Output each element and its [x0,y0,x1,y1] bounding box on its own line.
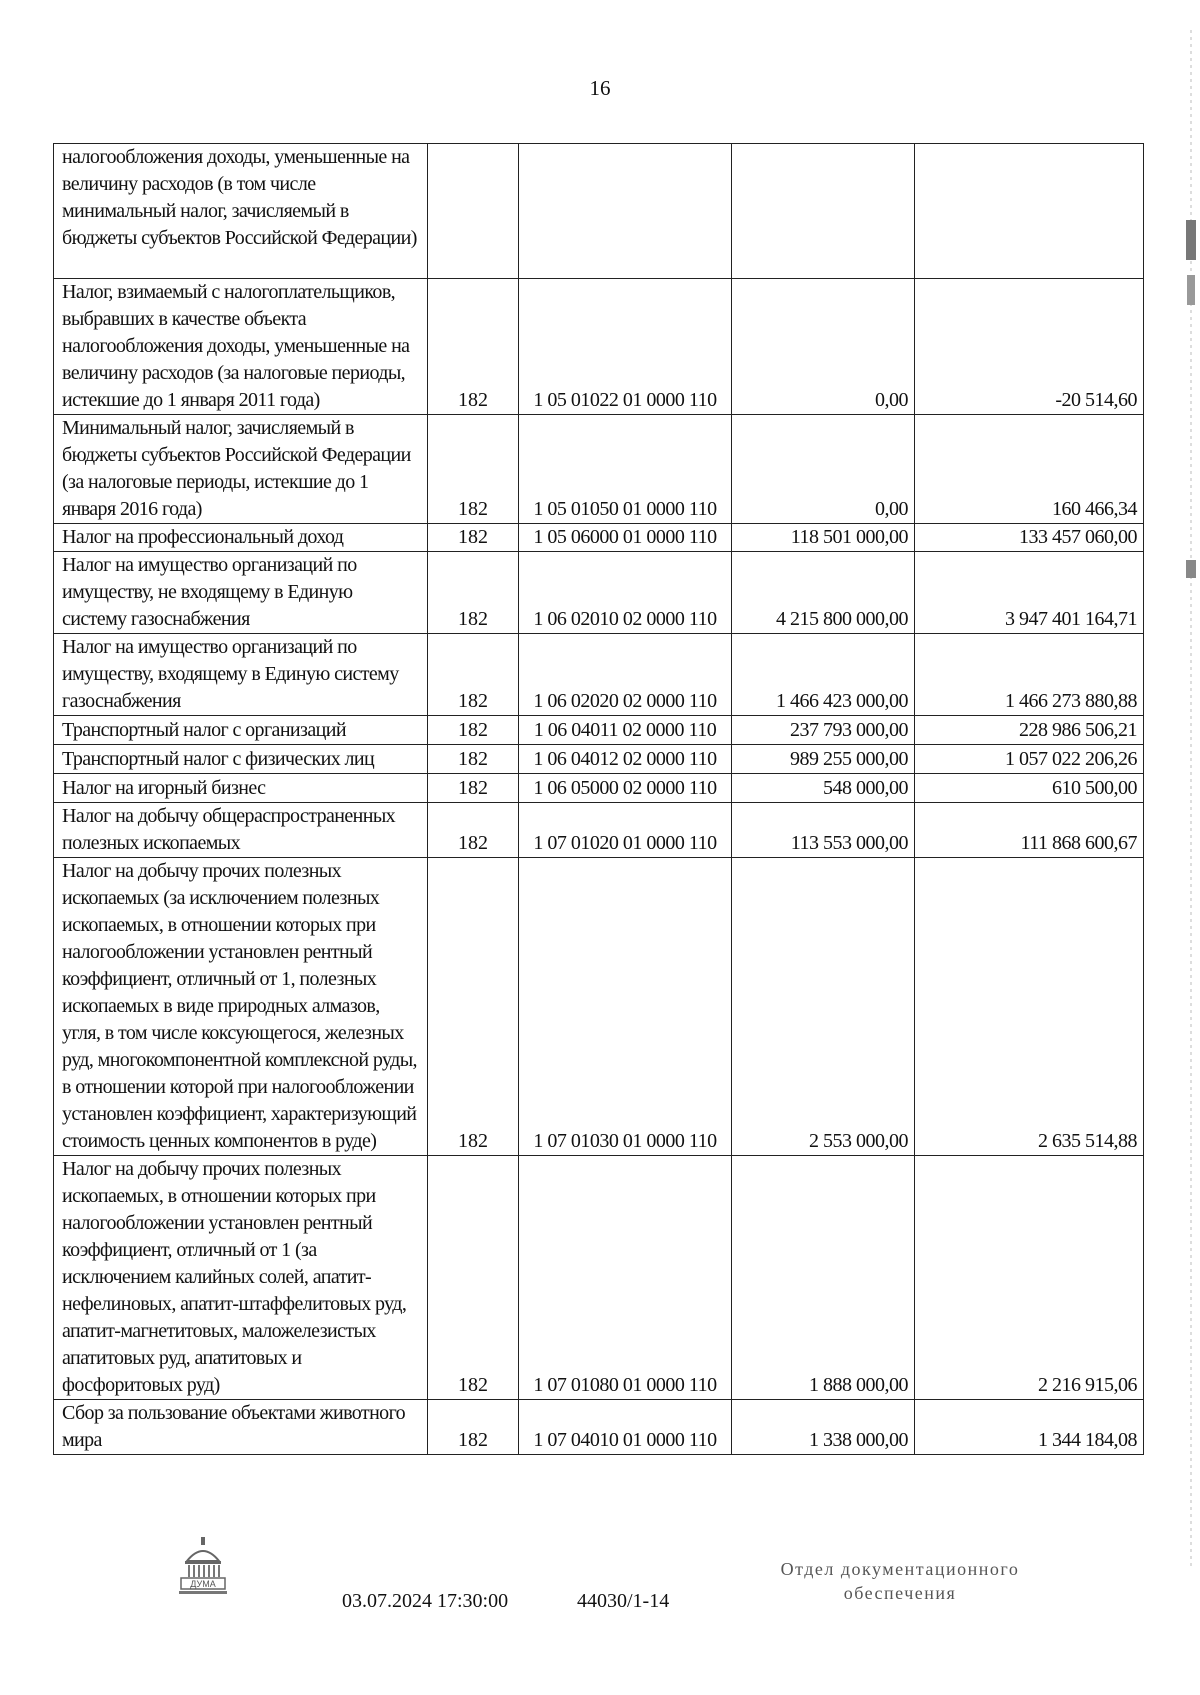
row-actual-amount-cell: 3 947 401 164,71 [915,552,1144,634]
row-name-cell: Налог на добычу общераспространенных полезных ископаемых [54,803,428,858]
row-admin-code-cell: 182 [428,745,519,774]
row-name-cell: Налог на имущество организаций по имуществу, входящему в Единую систему газоснабжения [54,634,428,716]
row-plan-amount-cell: 237 793 000,00 [732,716,915,745]
revenue-table [53,143,1144,1455]
row-admin-code-cell: 182 [428,1156,519,1400]
row-admin-code-cell: 182 [428,716,519,745]
row-budget-code-cell: 1 07 01030 01 0000 110 [519,858,732,1156]
row-plan-amount-cell: 0,00 [732,279,915,415]
table-row [54,1156,1144,1400]
row-name-cell: Транспортный налог с организаций [54,716,428,745]
row-admin-code-cell: 182 [428,279,519,415]
row-actual-amount-cell: -20 514,60 [915,279,1144,415]
row-plan-amount-cell: 118 501 000,00 [732,524,915,552]
row-admin-code-cell: 182 [428,524,519,552]
row-admin-code-cell: 182 [428,552,519,634]
row-admin-code-cell: 182 [428,634,519,716]
row-budget-code-cell: 1 07 01080 01 0000 110 [519,1156,732,1400]
row-plan-amount-cell: 1 338 000,00 [732,1400,915,1455]
stamp-number: 44030/1-14 [577,1590,670,1612]
row-plan-amount-cell: 113 553 000,00 [732,803,915,858]
table-row [54,634,1144,716]
row-name-cell: Сбор за пользование объектами животного мира [54,1400,428,1455]
department-stamp: Отдел документационного обеспечения [780,1559,1020,1603]
row-actual-amount-cell: 228 986 506,21 [915,716,1144,745]
stamp-date: 03.07.2024 17:30:00 [342,1590,509,1612]
row-name-cell: Налог, взимаемый с налогоплательщиков, выбравших в качестве объекта налогообложения доходы, уменьшенные на величину расходов (за налоговые периоды, истекшие до 1 января 2011 года) [54,279,428,415]
row-actual-amount-cell: 610 500,00 [915,774,1144,803]
row-name-cell: Транспортный налог с физических лиц [54,745,428,774]
row-admin-code-cell: 182 [428,858,519,1156]
row-actual-amount-cell: 111 868 600,67 [915,803,1144,858]
row-actual-amount-cell: 1 344 184,08 [915,1400,1144,1455]
row-plan-amount-cell: 1 466 423 000,00 [732,634,915,716]
logo-text: ДУМА [190,1579,216,1589]
row-actual-amount-cell: 2 635 514,88 [915,858,1144,1156]
row-actual-amount-cell [915,144,1144,279]
table-row [54,858,1144,1156]
row-budget-code-cell: 1 07 04010 01 0000 110 [519,1400,732,1455]
row-plan-amount-cell [732,144,915,279]
row-budget-code-cell: 1 06 02010 02 0000 110 [519,552,732,634]
row-budget-code-cell [519,144,732,279]
row-name-cell: Налог на добычу прочих полезных ископаемых, в отношении которых при налогообложении установлен рентный коэффициент, отличный от 1 (за исключением калийных солей, апатит-нефелиновых, апатит-штаффелитовых руд, апатит-магнетитовых, маложелезистых апатитовых руд, апатитовых и фосфоритовых руд) [54,1156,428,1400]
table-row [54,279,1144,415]
table-row [54,774,1144,803]
row-admin-code-cell [428,144,519,279]
row-budget-code-cell: 1 05 01050 01 0000 110 [519,415,732,524]
row-budget-code-cell: 1 06 04012 02 0000 110 [519,745,732,774]
row-actual-amount-cell: 133 457 060,00 [915,524,1144,552]
table-row [54,745,1144,774]
row-budget-code-cell: 1 06 02020 02 0000 110 [519,634,732,716]
row-name-cell: Налог на добычу прочих полезных ископаемых (за исключением полезных ископаемых, в отношении которых при налогообложении установлен рентный коэффициент, отличный от 1, полезных ископаемых в виде природных алмазов, угля, в том числе коксующегося, железных руд, многокомпонентной комплексной руды, в отношении которой при налогообложении установлен коэффициент, характеризующий стоимость ценных компонентов в руде) [54,858,428,1156]
page-number: 16 [589,76,611,100]
row-admin-code-cell: 182 [428,803,519,858]
row-name-cell: Налог на игорный бизнес [54,774,428,803]
row-actual-amount-cell: 2 216 915,06 [915,1156,1144,1400]
row-admin-code-cell: 182 [428,774,519,803]
table-row [54,415,1144,524]
row-budget-code-cell: 1 07 01020 01 0000 110 [519,803,732,858]
row-name-cell: налогообложения доходы, уменьшенные на величину расходов (в том числе минимальный налог, зачисляемый в бюджеты субъектов Российской Федерации) [54,144,428,279]
table-row [54,552,1144,634]
table-row [54,803,1144,858]
row-admin-code-cell: 182 [428,1400,519,1455]
row-plan-amount-cell: 1 888 000,00 [732,1156,915,1400]
row-plan-amount-cell: 989 255 000,00 [732,745,915,774]
duma-building-icon [175,1535,231,1597]
row-budget-code-cell: 1 05 06000 01 0000 110 [519,524,732,552]
row-plan-amount-cell: 2 553 000,00 [732,858,915,1156]
row-actual-amount-cell: 1 057 022 206,26 [915,745,1144,774]
row-budget-code-cell: 1 06 04011 02 0000 110 [519,716,732,745]
row-plan-amount-cell: 4 215 800 000,00 [732,552,915,634]
margin-scan-marks [1182,30,1200,1570]
table-row [54,716,1144,745]
table-row [54,1400,1144,1455]
row-budget-code-cell: 1 05 01022 01 0000 110 [519,279,732,415]
row-plan-amount-cell: 0,00 [732,415,915,524]
row-admin-code-cell: 182 [428,415,519,524]
row-budget-code-cell: 1 06 05000 02 0000 110 [519,774,732,803]
row-actual-amount-cell: 160 466,34 [915,415,1144,524]
row-name-cell: Налог на имущество организаций по имуществу, не входящему в Единую систему газоснабжения [54,552,428,634]
table-row [54,144,1144,279]
row-plan-amount-cell: 548 000,00 [732,774,915,803]
row-name-cell: Налог на профессиональный доход [54,524,428,552]
row-actual-amount-cell: 1 466 273 880,88 [915,634,1144,716]
table-row [54,524,1144,552]
row-name-cell: Минимальный налог, зачисляемый в бюджеты субъектов Российской Федерации (за налоговые периоды, истекшие до 1 января 2016 года) [54,415,428,524]
